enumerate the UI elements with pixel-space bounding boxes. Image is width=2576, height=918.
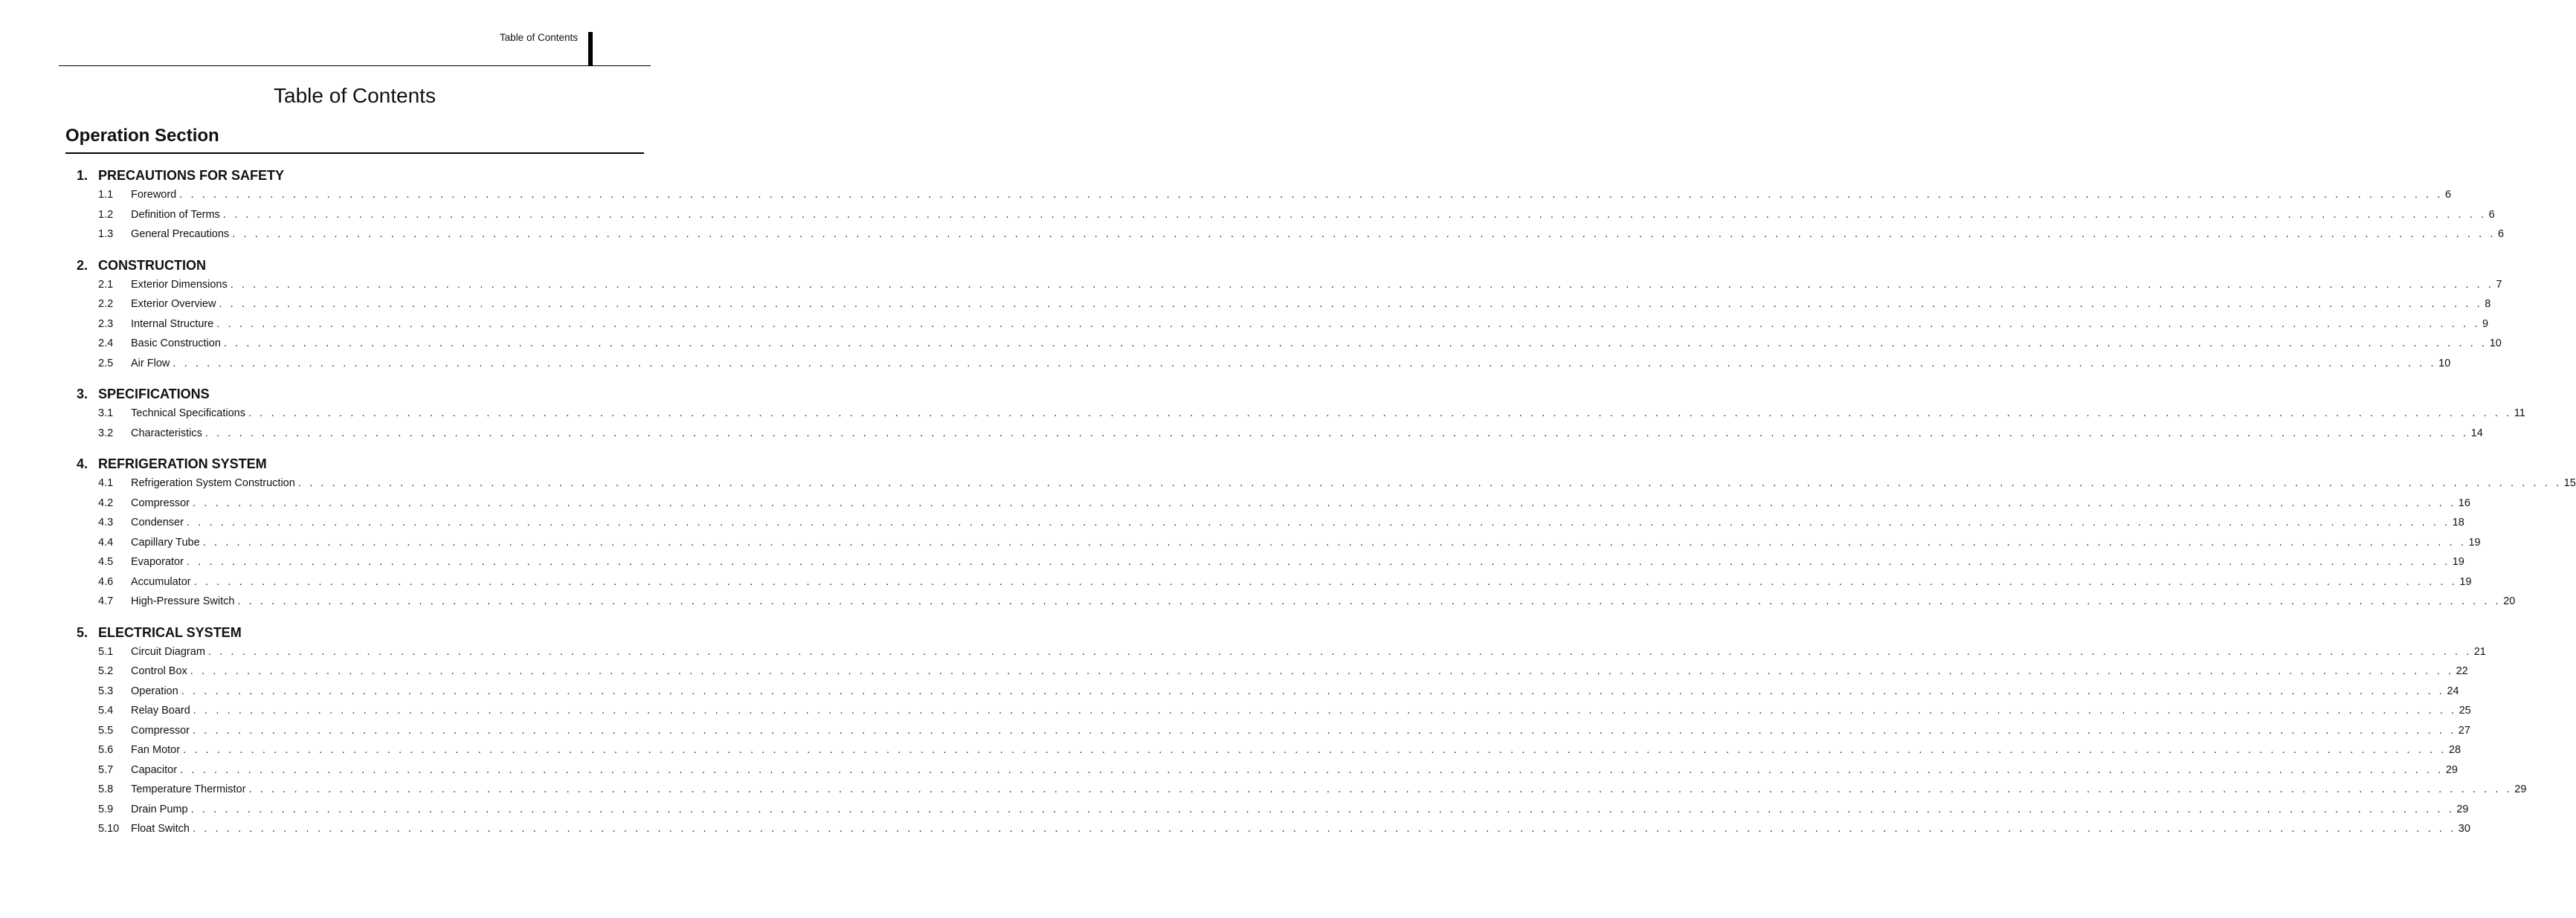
dot-leader: . . . . . . . . . . . . . . . . . . . . . . . . . . . . . . . . . . . . . . . . . . . . . . . . . . . . . . . . . . . . . . . . . . . . . . . . . . . . . . . . . . . . . . . . . . . . . . . . . . . . . . . . . . . . . . . . . . . . . . . . . . . . . . . . . . . . . . . . . . . . . . . . . . . . . . . . . . . . . . . . . . . . . . . . . . . . . . . . . . . . . . . . . . . . . . . . . . . . . . . . xyxy=(232,228,2496,240)
entry-title: Basic Construction xyxy=(131,337,221,349)
chapter-heading[interactable] xyxy=(77,256,644,275)
entry-page-number: 27 xyxy=(2458,724,2470,737)
dot-leader: . . . . . . . . . . . . . . . . . . . . . . . . . . . . . . . . . . . . . . . . . . . . . . . . . . . . . . . . . . . . . . . . . . . . . . . . . . . . . . . . . . . . . . . . . . . . . . . . . . . . . . . . . . . . . . . . . . . . . . . . . . . . . . . . . . . . . . . . . . . . . . . . . . . . . . . . . . . . . . . . . . . . . . . . . . . . . . . . . . . . . . . . . . . . . . . . . . . . . . . . xyxy=(222,208,2487,221)
chapter-title: SPECIFICATIONS xyxy=(98,387,210,401)
entry-title: Air Flow xyxy=(131,357,170,369)
entry-page-number: 25 xyxy=(2459,705,2471,717)
toc-entry[interactable] xyxy=(77,473,2576,494)
toc-entry[interactable] xyxy=(77,800,2469,820)
entry-page-number: 30 xyxy=(2458,823,2470,835)
entry-number: 4.3 xyxy=(98,517,114,529)
entry-page-number: 6 xyxy=(2497,228,2505,240)
dot-leader: . . . . . . . . . . . . . . . . . . . . . . . . . . . . . . . . . . . . . . . . . . . . . . . . . . . . . . . . . . . . . . . . . . . . . . . . . . . . . . . . . . . . . . . . . . . . . . . . . . . . . . . . . . . . . . . . . . . . . . . . . . . . . . . . . . . . . . . . . . . . . . . . . . . . . . . . . . . . . . . . . . . . . . . . . . . . . . . . . . . . . . . . . . . . . . . . . . . . . . . . xyxy=(173,357,2437,369)
entry-title: Fan Motor xyxy=(131,744,181,756)
chapter-heading[interactable] xyxy=(77,623,644,642)
entry-page-number: 24 xyxy=(2447,685,2459,697)
header-rule xyxy=(59,65,651,66)
entry-title: General Precautions xyxy=(131,228,230,240)
entry-title: Exterior Overview xyxy=(131,298,216,310)
toc-entry[interactable] xyxy=(77,721,2470,741)
toc-entry[interactable] xyxy=(77,740,2461,760)
toc-entry[interactable] xyxy=(77,642,2486,662)
entry-title: Definition of Terms xyxy=(131,208,220,221)
entry-number: 5.6 xyxy=(98,744,114,756)
header-thumb-bar xyxy=(588,32,593,65)
dot-leader: . . . . . . . . . . . . . . . . . . . . . . . . . . . . . . . . . . . . . . . . . . . . . . . . . . . . . . . . . . . . . . . . . . . . . . . . . . . . . . . . . . . . . . . . . . . . . . . . . . . . . . . . . . . . . . . . . . . . . . . . . . . . . . . . . . . . . . . . . . . . . . . . . . . . . . . . . . . . . . . . . . . . . . . . . . . . . . . . . . . . . . . . . . . . . . . . . . . . . . . . xyxy=(248,407,2512,419)
chapter-title: ELECTRICAL SYSTEM xyxy=(98,624,242,640)
entry-title: Circuit Diagram xyxy=(131,645,205,658)
entry-page-number: 6 xyxy=(2445,189,2452,201)
entry-page-number: 14 xyxy=(2470,427,2483,439)
entry-number: 5.4 xyxy=(98,705,114,717)
entry-title: Characteristics xyxy=(131,427,202,439)
entry-title: Drain Pump xyxy=(131,803,188,815)
toc-entry[interactable] xyxy=(77,404,2525,424)
entry-title: Technical Specifications xyxy=(131,407,245,419)
entry-number: 5.8 xyxy=(98,783,114,795)
entry-page-number: 10 xyxy=(2438,357,2451,369)
entry-title: Foreword xyxy=(131,189,177,201)
chapter-title: CONSTRUCTION xyxy=(98,257,206,273)
toc-entry[interactable] xyxy=(77,185,2452,205)
toc-entry[interactable] xyxy=(77,760,2458,780)
dot-leader: . . . . . . . . . . . . . . . . . . . . . . . . . . . . . . . . . . . . . . . . . . . . . . . . . . . . . . . . . . . . . . . . . . . . . . . . . . . . . . . . . . . . . . . . . . . . . . . . . . . . . . . . . . . . . . . . . . . . . . . . . . . . . . . . . . . . . . . . . . . . . . . . . . . . . . . . . . . . . . . . . . . . . . . . . . . . . . . . . . . . . . . . . . . . . . . . . . . . . . . . xyxy=(248,783,2513,795)
entry-page-number: 29 xyxy=(2445,763,2458,776)
dot-leader: . . . . . . . . . . . . . . . . . . . . . . . . . . . . . . . . . . . . . . . . . . . . . . . . . . . . . . . . . . . . . . . . . . . . . . . . . . . . . . . . . . . . . . . . . . . . . . . . . . . . . . . . . . . . . . . . . . . . . . . . . . . . . . . . . . . . . . . . . . . . . . . . . . . . . . . . . . . . . . . . . . . . . . . . . . . . . . . . . . . . . . . . . . . . . . . . . . . . . . . . xyxy=(192,497,2456,509)
entry-number: 2.5 xyxy=(98,357,114,369)
table-of-contents xyxy=(77,166,2576,850)
entry-number: 1.1 xyxy=(98,189,114,201)
entry-page-number: 28 xyxy=(2448,744,2461,756)
dot-leader: . . . . . . . . . . . . . . . . . . . . . . . . . . . . . . . . . . . . . . . . . . . . . . . . . . . . . . . . . . . . . . . . . . . . . . . . . . . . . . . . . . . . . . . . . . . . . . . . . . . . . . . . . . . . . . . . . . . . . . . . . . . . . . . . . . . . . . . . . . . . . . . . . . . . . . . . . . . . . . . . . . . . . . . . . . . . . . . . . . . . . . . . . . . . . . . . . . . . . . . . xyxy=(237,595,2502,607)
dot-leader: . . . . . . . . . . . . . . . . . . . . . . . . . . . . . . . . . . . . . . . . . . . . . . . . . . . . . . . . . . . . . . . . . . . . . . . . . . . . . . . . . . . . . . . . . . . . . . . . . . . . . . . . . . . . . . . . . . . . . . . . . . . . . . . . . . . . . . . . . . . . . . . . . . . . . . . . . . . . . . . . . . . . . . . . . . . . . . . . . . . . . . . . . . . . . . . . . . . . . . . . xyxy=(180,763,2444,776)
entry-number: 4.4 xyxy=(98,536,114,549)
toc-entry[interactable] xyxy=(77,314,2489,334)
entry-number: 2.4 xyxy=(98,337,114,349)
toc-entry[interactable] xyxy=(77,494,2470,514)
entry-page-number: 10 xyxy=(2489,337,2502,349)
entry-number: 2.2 xyxy=(98,298,114,310)
toc-entry[interactable] xyxy=(77,275,2502,295)
dot-leader: . . . . . . . . . . . . . . . . . . . . . . . . . . . . . . . . . . . . . . . . . . . . . . . . . . . . . . . . . . . . . . . . . . . . . . . . . . . . . . . . . . . . . . . . . . . . . . . . . . . . . . . . . . . . . . . . . . . . . . . . . . . . . . . . . . . . . . . . . . . . . . . . . . . . . . . . . . . . . . . . . . . . . . . . . . . . . . . . . . . . . . . . . . . . . . . . . . . . . . . . xyxy=(193,575,2458,588)
running-header-title: Table of Contents xyxy=(499,32,578,43)
entry-number: 2.1 xyxy=(98,278,114,291)
entry-title: Exterior Dimensions xyxy=(131,278,228,291)
entry-page-number: 29 xyxy=(2514,783,2527,795)
entry-number: 5.1 xyxy=(98,645,114,658)
toc-entry[interactable] xyxy=(77,682,2459,702)
toc-entry[interactable] xyxy=(77,224,2505,245)
entry-number: 5.3 xyxy=(98,685,114,697)
toc-chapter xyxy=(77,384,2525,443)
entry-title: Capacitor xyxy=(131,763,178,776)
entry-page-number: 11 xyxy=(2514,407,2525,419)
entry-number: 4.2 xyxy=(98,497,114,509)
toc-entry[interactable] xyxy=(77,572,2472,592)
toc-entry[interactable] xyxy=(77,205,2495,225)
entry-page-number: 22 xyxy=(2456,665,2468,677)
dot-leader: . . . . . . . . . . . . . . . . . . . . . . . . . . . . . . . . . . . . . . . . . . . . . . . . . . . . . . . . . . . . . . . . . . . . . . . . . . . . . . . . . . . . . . . . . . . . . . . . . . . . . . . . . . . . . . . . . . . . . . . . . . . . . . . . . . . . . . . . . . . . . . . . . . . . . . . . . . . . . . . . . . . . . . . . . . . . . . . . . . . . . . . . . . . . . . . . . . . . . . . . xyxy=(192,823,2456,835)
toc-entry[interactable] xyxy=(77,701,2471,721)
entry-page-number: 29 xyxy=(2456,803,2469,815)
entry-number: 5.2 xyxy=(98,665,114,677)
chapter-number: 5. xyxy=(77,624,88,640)
entry-page-number: 19 xyxy=(2452,556,2464,568)
chapter-heading[interactable] xyxy=(77,384,644,404)
toc-chapter xyxy=(77,256,2502,374)
entry-number: 2.3 xyxy=(98,317,114,330)
dot-leader: . . . . . . . . . . . . . . . . . . . . . . . . . . . . . . . . . . . . . . . . . . . . . . . . . . . . . . . . . . . . . . . . . . . . . . . . . . . . . . . . . . . . . . . . . . . . . . . . . . . . . . . . . . . . . . . . . . . . . . . . . . . . . . . . . . . . . . . . . . . . . . . . . . . . . . . . . . . . . . . . . . . . . . . . . . . . . . . . . . . . . . . . . . . . . . . . . . . . . . . . xyxy=(219,298,2483,310)
entry-page-number: 15 xyxy=(2563,477,2576,489)
toc-chapter xyxy=(77,166,2505,245)
dot-leader: . . . . . . . . . . . . . . . . . . . . . . . . . . . . . . . . . . . . . . . . . . . . . . . . . . . . . . . . . . . . . . . . . . . . . . . . . . . . . . . . . . . . . . . . . . . . . . . . . . . . . . . . . . . . . . . . . . . . . . . . . . . . . . . . . . . . . . . . . . . . . . . . . . . . . . . . . . . . . . . . . . . . . . . . . . . . . . . . . . . . . . . . . . . . . . . . . . . . . . . . xyxy=(186,556,2450,568)
entry-page-number: 7 xyxy=(2496,278,2502,291)
entry-page-number: 16 xyxy=(2458,497,2470,509)
toc-entry[interactable] xyxy=(77,533,2481,553)
toc-entry[interactable] xyxy=(77,354,2451,374)
entry-title: Capillary Tube xyxy=(131,536,200,549)
toc-entry[interactable] xyxy=(77,819,2470,839)
entry-page-number: 6 xyxy=(2488,208,2495,221)
entry-number: 4.6 xyxy=(98,575,114,588)
entry-number: 4.7 xyxy=(98,595,114,607)
dot-leader: . . . . . . . . . . . . . . . . . . . . . . . . . . . . . . . . . . . . . . . . . . . . . . . . . . . . . . . . . . . . . . . . . . . . . . . . . . . . . . . . . . . . . . . . . . . . . . . . . . . . . . . . . . . . . . . . . . . . . . . . . . . . . . . . . . . . . . . . . . . . . . . . . . . . . . . . . . . . . . . . . . . . . . . . . . . . . . . . . . . . . . . . . . . . . . . . . . . . . . . . xyxy=(216,317,2481,330)
chapter-heading[interactable] xyxy=(77,454,644,473)
toc-entry[interactable] xyxy=(77,513,2464,533)
toc-entry[interactable] xyxy=(77,424,2483,444)
dot-leader: . . . . . . . . . . . . . . . . . . . . . . . . . . . . . . . . . . . . . . . . . . . . . . . . . . . . . . . . . . . . . . . . . . . . . . . . . . . . . . . . . . . . . . . . . . . . . . . . . . . . . . . . . . . . . . . . . . . . . . . . . . . . . . . . . . . . . . . . . . . . . . . . . . . . . . . . . . . . . . . . . . . . . . . . . . . . . . . . . . . . . . . . . . . . . . . . . . . . . . . . xyxy=(205,427,2469,439)
dot-leader: . . . . . . . . . . . . . . . . . . . . . . . . . . . . . . . . . . . . . . . . . . . . . . . . . . . . . . . . . . . . . . . . . . . . . . . . . . . . . . . . . . . . . . . . . . . . . . . . . . . . . . . . . . . . . . . . . . . . . . . . . . . . . . . . . . . . . . . . . . . . . . . . . . . . . . . . . . . . . . . . . . . . . . . . . . . . . . . . . . . . . . . . . . . . . . . . . . . . . . . . xyxy=(179,189,2444,201)
entry-title: Compressor xyxy=(131,497,190,509)
chapter-number: 1. xyxy=(77,168,88,183)
entry-number: 3.2 xyxy=(98,427,114,439)
entry-title: Compressor xyxy=(131,724,190,737)
dot-leader: . . . . . . . . . . . . . . . . . . . . . . . . . . . . . . . . . . . . . . . . . . . . . . . . . . . . . . . . . . . . . . . . . . . . . . . . . . . . . . . . . . . . . . . . . . . . . . . . . . . . . . . . . . . . . . . . . . . . . . . . . . . . . . . . . . . . . . . . . . . . . . . . . . . . . . . . . . . . . . . . . . . . . . . . . . . . . . . . . . . . . . . . . . . . . . . . . . . . . . . . xyxy=(297,477,2562,489)
toc-chapter xyxy=(77,623,2527,839)
dot-leader: . . . . . . . . . . . . . . . . . . . . . . . . . . . . . . . . . . . . . . . . . . . . . . . . . . . . . . . . . . . . . . . . . . . . . . . . . . . . . . . . . . . . . . . . . . . . . . . . . . . . . . . . . . . . . . . . . . . . . . . . . . . . . . . . . . . . . . . . . . . . . . . . . . . . . . . . . . . . . . . . . . . . . . . . . . . . . . . . . . . . . . . . . . . . . . . . . . . . . . . . xyxy=(192,724,2456,737)
dot-leader: . . . . . . . . . . . . . . . . . . . . . . . . . . . . . . . . . . . . . . . . . . . . . . . . . . . . . . . . . . . . . . . . . . . . . . . . . . . . . . . . . . . . . . . . . . . . . . . . . . . . . . . . . . . . . . . . . . . . . . . . . . . . . . . . . . . . . . . . . . . . . . . . . . . . . . . . . . . . . . . . . . . . . . . . . . . . . . . . . . . . . . . . . . . . . . . . . . . . . . . . xyxy=(202,536,2467,549)
dot-leader: . . . . . . . . . . . . . . . . . . . . . . . . . . . . . . . . . . . . . . . . . . . . . . . . . . . . . . . . . . . . . . . . . . . . . . . . . . . . . . . . . . . . . . . . . . . . . . . . . . . . . . . . . . . . . . . . . . . . . . . . . . . . . . . . . . . . . . . . . . . . . . . . . . . . . . . . . . . . . . . . . . . . . . . . . . . . . . . . . . . . . . . . . . . . . . . . . . . . . . . . xyxy=(193,705,2457,717)
entry-number: 1.2 xyxy=(98,208,114,221)
entry-title: Float Switch xyxy=(131,823,190,835)
dot-leader: . . . . . . . . . . . . . . . . . . . . . . . . . . . . . . . . . . . . . . . . . . . . . . . . . . . . . . . . . . . . . . . . . . . . . . . . . . . . . . . . . . . . . . . . . . . . . . . . . . . . . . . . . . . . . . . . . . . . . . . . . . . . . . . . . . . . . . . . . . . . . . . . . . . . . . . . . . . . . . . . . . . . . . . . . . . . . . . . . . . . . . . . . . . . . . . . . . . . . . . . xyxy=(207,645,2472,658)
dot-leader: . . . . . . . . . . . . . . . . . . . . . . . . . . . . . . . . . . . . . . . . . . . . . . . . . . . . . . . . . . . . . . . . . . . . . . . . . . . . . . . . . . . . . . . . . . . . . . . . . . . . . . . . . . . . . . . . . . . . . . . . . . . . . . . . . . . . . . . . . . . . . . . . . . . . . . . . . . . . . . . . . . . . . . . . . . . . . . . . . . . . . . . . . . . . . . . . . . . . . . . . xyxy=(186,517,2450,529)
entry-title: Condenser xyxy=(131,517,184,529)
chapter-number: 4. xyxy=(77,456,88,471)
toc-entry[interactable] xyxy=(77,334,2502,354)
entry-title: Accumulator xyxy=(131,575,191,588)
entry-number: 1.3 xyxy=(98,228,114,240)
section-title: Operation Section xyxy=(65,126,219,146)
entry-page-number: 21 xyxy=(2473,645,2486,658)
entry-title: Temperature Thermistor xyxy=(131,783,246,795)
running-header xyxy=(0,0,709,67)
entry-number: 4.5 xyxy=(98,556,114,568)
entry-number: 5.10 xyxy=(98,823,120,835)
entry-number: 3.1 xyxy=(98,407,114,419)
dot-leader: . . . . . . . . . . . . . . . . . . . . . . . . . . . . . . . . . . . . . . . . . . . . . . . . . . . . . . . . . . . . . . . . . . . . . . . . . . . . . . . . . . . . . . . . . . . . . . . . . . . . . . . . . . . . . . . . . . . . . . . . . . . . . . . . . . . . . . . . . . . . . . . . . . . . . . . . . . . . . . . . . . . . . . . . . . . . . . . . . . . . . . . . . . . . . . . . . . . . . . . . xyxy=(190,665,2454,677)
chapter-heading[interactable] xyxy=(77,166,644,185)
dot-leader: . . . . . . . . . . . . . . . . . . . . . . . . . . . . . . . . . . . . . . . . . . . . . . . . . . . . . . . . . . . . . . . . . . . . . . . . . . . . . . . . . . . . . . . . . . . . . . . . . . . . . . . . . . . . . . . . . . . . . . . . . . . . . . . . . . . . . . . . . . . . . . . . . . . . . . . . . . . . . . . . . . . . . . . . . . . . . . . . . . . . . . . . . . . . . . . . . . . . . . . . xyxy=(223,337,2488,349)
entry-title: Evaporator xyxy=(131,556,184,568)
entry-title: Control Box xyxy=(131,665,187,677)
entry-page-number: 18 xyxy=(2452,517,2464,529)
chapter-title: REFRIGERATION SYSTEM xyxy=(98,456,267,471)
toc-entry[interactable] xyxy=(77,592,2516,612)
entry-number: 5.9 xyxy=(98,803,114,815)
entry-number: 4.1 xyxy=(98,477,114,489)
entry-number: 5.5 xyxy=(98,724,114,737)
toc-entry[interactable] xyxy=(77,552,2464,572)
entry-page-number: 19 xyxy=(2468,536,2481,549)
entry-title: Refrigeration System Construction xyxy=(131,477,295,489)
dot-leader: . . . . . . . . . . . . . . . . . . . . . . . . . . . . . . . . . . . . . . . . . . . . . . . . . . . . . . . . . . . . . . . . . . . . . . . . . . . . . . . . . . . . . . . . . . . . . . . . . . . . . . . . . . . . . . . . . . . . . . . . . . . . . . . . . . . . . . . . . . . . . . . . . . . . . . . . . . . . . . . . . . . . . . . . . . . . . . . . . . . . . . . . . . . . . . . . . . . . . . . . xyxy=(183,744,2447,756)
toc-entry[interactable] xyxy=(77,662,2468,682)
entry-number: 5.7 xyxy=(98,763,114,776)
chapter-number: 3. xyxy=(77,387,88,401)
entry-title: High-Pressure Switch xyxy=(131,595,235,607)
dot-leader: . . . . . . . . . . . . . . . . . . . . . . . . . . . . . . . . . . . . . . . . . . . . . . . . . . . . . . . . . . . . . . . . . . . . . . . . . . . . . . . . . . . . . . . . . . . . . . . . . . . . . . . . . . . . . . . . . . . . . . . . . . . . . . . . . . . . . . . . . . . . . . . . . . . . . . . . . . . . . . . . . . . . . . . . . . . . . . . . . . . . . . . . . . . . . . . . . . . . . . . . xyxy=(190,803,2455,815)
toc-entry[interactable] xyxy=(77,294,2491,314)
entry-title: Relay Board xyxy=(131,705,190,717)
dot-leader: . . . . . . . . . . . . . . . . . . . . . . . . . . . . . . . . . . . . . . . . . . . . . . . . . . . . . . . . . . . . . . . . . . . . . . . . . . . . . . . . . . . . . . . . . . . . . . . . . . . . . . . . . . . . . . . . . . . . . . . . . . . . . . . . . . . . . . . . . . . . . . . . . . . . . . . . . . . . . . . . . . . . . . . . . . . . . . . . . . . . . . . . . . . . . . . . . . . . . . . . xyxy=(181,685,2445,697)
chapter-title: PRECAUTIONS FOR SAFETY xyxy=(98,168,285,183)
entry-page-number: 20 xyxy=(2503,595,2516,607)
toc-chapter xyxy=(77,454,2576,612)
chapter-number: 2. xyxy=(77,257,88,273)
toc-entry[interactable] xyxy=(77,780,2527,800)
entry-page-number: 9 xyxy=(2482,317,2489,330)
entry-title: Operation xyxy=(131,685,178,697)
entry-title: Internal Structure xyxy=(131,317,214,330)
dot-leader: . . . . . . . . . . . . . . . . . . . . . . . . . . . . . . . . . . . . . . . . . . . . . . . . . . . . . . . . . . . . . . . . . . . . . . . . . . . . . . . . . . . . . . . . . . . . . . . . . . . . . . . . . . . . . . . . . . . . . . . . . . . . . . . . . . . . . . . . . . . . . . . . . . . . . . . . . . . . . . . . . . . . . . . . . . . . . . . . . . . . . . . . . . . . . . . . . . . . . . . . xyxy=(230,278,2494,291)
page-title: Table of Contents xyxy=(274,84,436,107)
entry-page-number: 19 xyxy=(2459,575,2472,588)
section-rule xyxy=(65,152,644,154)
entry-page-number: 8 xyxy=(2485,298,2491,310)
